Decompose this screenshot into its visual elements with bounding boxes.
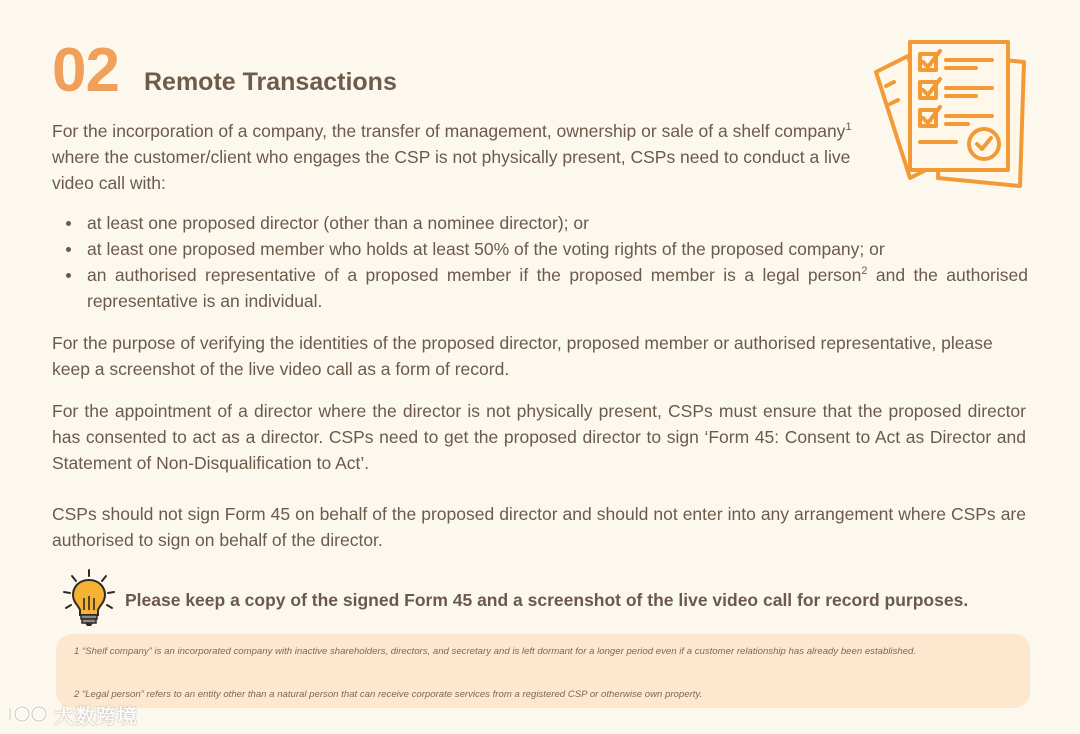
- record-tip: Please keep a copy of the signed Form 45 and a screenshot of the live video call for record purposes.: [125, 590, 969, 610]
- requirements-list: [60, 210, 1028, 314]
- section-title: Remote Transactions: [144, 68, 397, 96]
- watermark: [6, 700, 138, 728]
- intro-text-continued: where the customer/client who engages the CSP is not physically present, CSPs need to conduct a live video call with:: [52, 147, 851, 193]
- list-item-text: at least one proposed member who holds at least 50% of the voting rights of the proposed company; or: [87, 239, 885, 259]
- list-item: [60, 210, 1028, 236]
- footnote-ref-1: 1: [845, 121, 852, 134]
- lightbulb-icon: [60, 568, 118, 628]
- list-item: [60, 236, 1028, 262]
- bullet-icon: [66, 247, 71, 252]
- verify-paragraph: For the purpose of verifying the identities of the proposed director, proposed member or authorised representative, please keep a screenshot of the live video call as a form of record.: [52, 333, 993, 379]
- bullet-icon: [66, 273, 71, 278]
- list-item-text: an authorised representative of a proposed member if the proposed member is a legal person: [87, 265, 862, 285]
- watermark-logo-icon: [6, 702, 50, 726]
- watermark-text: 大数跨境: [54, 705, 138, 728]
- footnote-ref-2: 2: [861, 265, 868, 278]
- list-item-text-continued: and the authorised representative is an individual.: [87, 265, 1028, 311]
- footnote-2: 2 “Legal person” refers to an entity other than a natural person that can receive corporate services from a registered CSP or otherwise own property.: [74, 689, 703, 700]
- intro-paragraph: [52, 118, 892, 196]
- bullet-icon: [66, 221, 71, 226]
- intro-text: For the incorporation of a company, the transfer of management, ownership or sale of a shelf company: [52, 121, 846, 141]
- section-number: 02: [52, 36, 119, 105]
- appointment-paragraph: For the appointment of a director where the director is not physically present, CSPs must ensure that the proposed director has consented to act as a director. CSPs need to get the proposed director to sign ‘Form 45: Consent to Act as Director and Statement of Non-Disqualification to Act’.: [52, 401, 1026, 473]
- checklist-documents-icon: [872, 38, 1032, 194]
- list-item: [60, 262, 1028, 314]
- footnote-1: 1 “Shelf company” is an incorporated company with inactive shareholders, directors, and secretary and is left dormant for a longer period even if a customer relationship has already been established.: [74, 646, 917, 657]
- list-item-text: at least one proposed director (other than a nominee director); or: [87, 213, 589, 233]
- footnotes-box: [56, 634, 1030, 708]
- form45-paragraph: CSPs should not sign Form 45 on behalf of the proposed director and should not enter into any arrangement where CSPs are authorised to sign on behalf of the director.: [52, 504, 1026, 550]
